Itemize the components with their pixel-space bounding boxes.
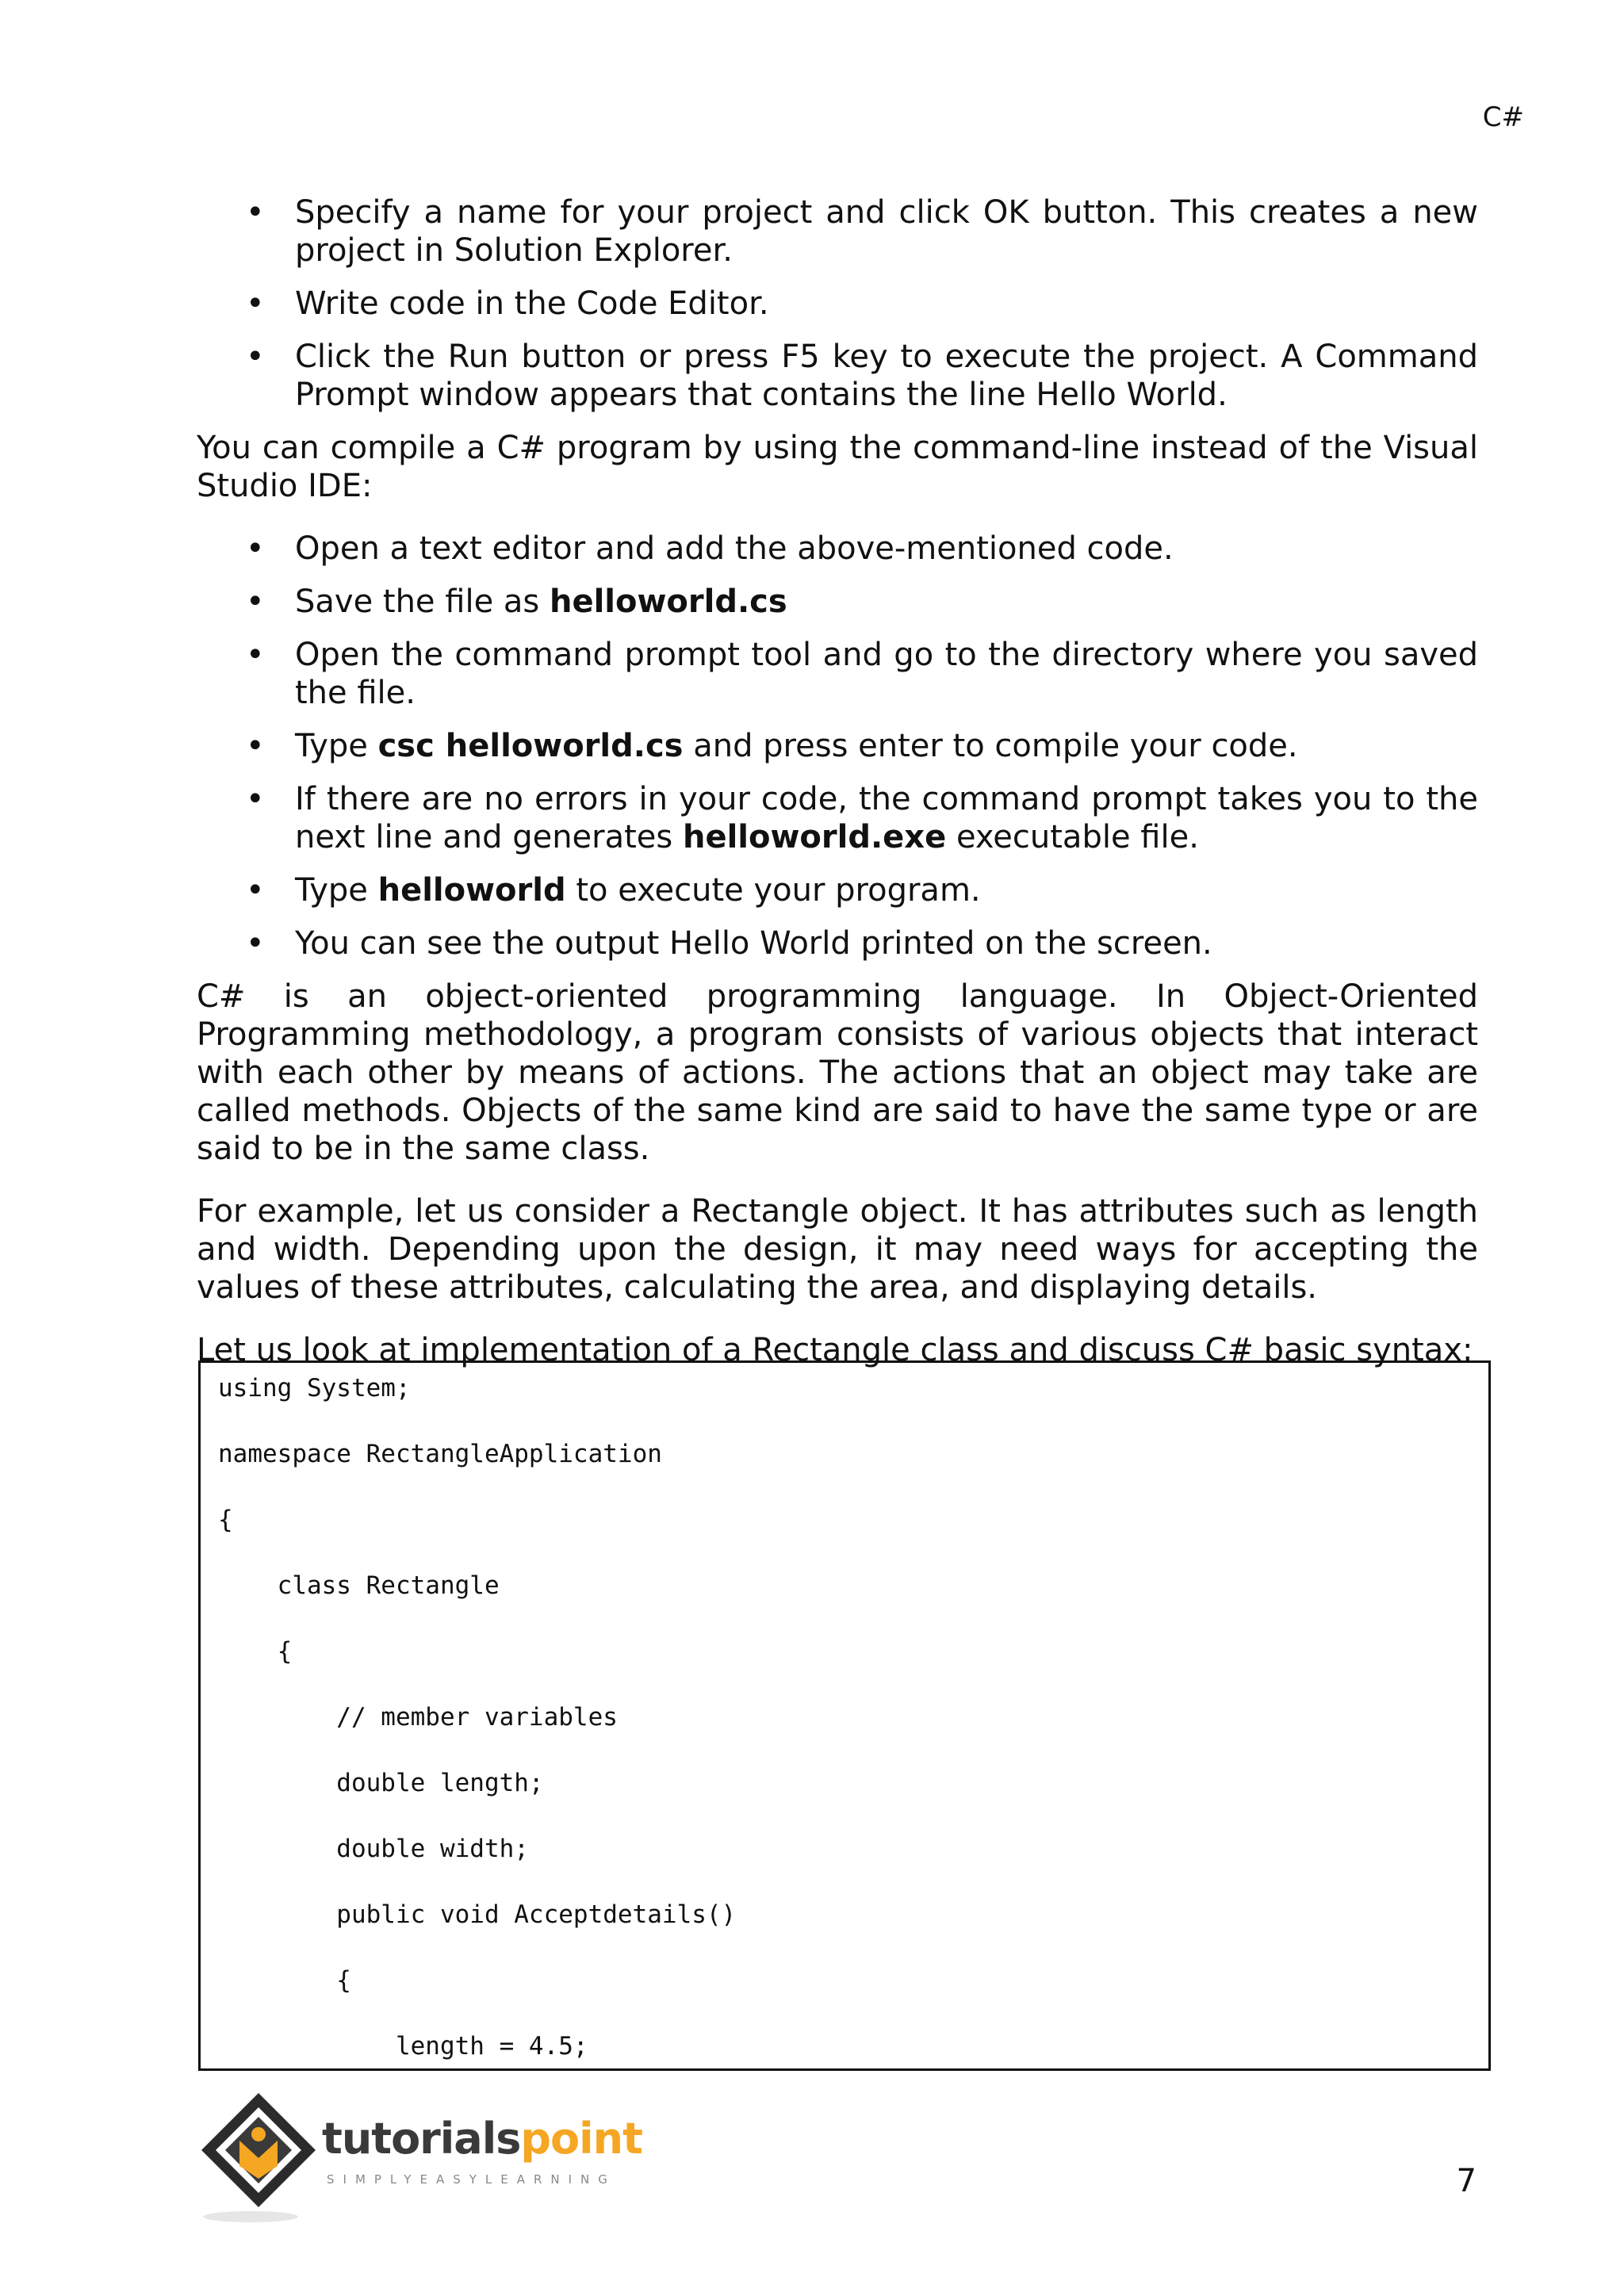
bullet-list-command-line-steps bbox=[197, 530, 1478, 962]
logo-wordmark bbox=[322, 2114, 642, 2164]
bullet-icon: • bbox=[246, 872, 265, 909]
list-item: • Save the file as helloworld.cs bbox=[246, 584, 787, 620]
bullet-icon: • bbox=[246, 285, 265, 322]
list-item: • Type csc helloworld.cs and press enter to compile your code. bbox=[246, 728, 1298, 764]
code-line: class Rectangle bbox=[218, 1571, 500, 1600]
bold-term: helloworld.cs bbox=[549, 584, 787, 620]
bold-term: csc helloworld.cs bbox=[377, 728, 684, 764]
paragraph-oop-intro: C# is an object-oriented programming language. In Object-Oriented Programming methodology, a program consists of various objects that interact with each other by means of actions. The actions that an object may take are called methods. Objects of the same kind are said to have the same type or are said to be in the same class. bbox=[197, 978, 1478, 1167]
list-item: • Click the Run button or press F5 key to execute the project. A Command Prompt window appears that contains the line Hello World. bbox=[246, 339, 1478, 413]
paragraph-implementation-intro: Let us look at implementation of a Rectangle class and discuss C# basic syntax: bbox=[197, 1332, 1473, 1368]
bold-term: helloworld bbox=[377, 872, 566, 909]
list-item: • Specify a name for your project and click OK button. This creates a new project in Solution Explorer. bbox=[246, 194, 1478, 269]
code-line: namespace RectangleApplication bbox=[218, 1440, 662, 1468]
bullet-icon: • bbox=[246, 728, 265, 764]
code-line: // member variables bbox=[218, 1703, 618, 1732]
code-line: public void Acceptdetails() bbox=[218, 1900, 737, 1929]
bullet-list-ide-steps bbox=[197, 193, 1478, 414]
logo-word-point: point bbox=[520, 2114, 642, 2164]
list-item: • Type helloworld to execute your program. bbox=[246, 872, 981, 909]
code-line: { bbox=[218, 1966, 351, 1995]
list-item: • If there are no errors in your code, the command prompt takes you to the next line and generates helloworld.exe executable file. bbox=[246, 781, 1478, 855]
bullet-icon: • bbox=[246, 781, 265, 817]
bullet-icon: • bbox=[246, 584, 265, 620]
page-content bbox=[197, 193, 1478, 1394]
bullet-icon: • bbox=[246, 339, 265, 375]
logo-tagline: SIMPLYEASYLEARNING bbox=[327, 2172, 616, 2187]
bullet-icon: • bbox=[246, 194, 265, 231]
bullet-icon: • bbox=[246, 530, 265, 567]
tutorialspoint-logo bbox=[195, 2090, 642, 2225]
code-line: { bbox=[218, 1637, 293, 1666]
code-line: double length; bbox=[218, 1769, 544, 1797]
code-line: double width; bbox=[218, 1835, 529, 1863]
bullet-icon: • bbox=[246, 925, 265, 962]
header-label: C# bbox=[1482, 101, 1524, 133]
bullet-icon: • bbox=[246, 637, 265, 673]
list-item: • Open the command prompt tool and go to the directory where you saved the file. bbox=[246, 637, 1478, 711]
paragraph-rectangle-example: For example, let us consider a Rectangle object. It has attributes such as length and width. Depending upon the design, it may need ways for accepting the values of these attributes, calculating the area, and displaying details. bbox=[197, 1193, 1478, 1306]
list-item: • Write code in the Code Editor. bbox=[246, 285, 769, 322]
code-line: { bbox=[218, 1506, 233, 1534]
list-item: • You can see the output Hello World printed on the screen. bbox=[246, 925, 1212, 962]
code-block bbox=[198, 1360, 1491, 2071]
logo-word-tutorials: tutorials bbox=[322, 2114, 521, 2164]
logo-icon bbox=[195, 2090, 322, 2225]
code-line: length = 4.5; bbox=[218, 2032, 588, 2061]
paragraph-command-line-intro: You can compile a C# program by using the command-line instead of the Visual Studio IDE: bbox=[197, 430, 1478, 504]
code-line: using System; bbox=[218, 1374, 411, 1402]
bold-term: helloworld.exe bbox=[682, 819, 947, 855]
list-item: • Open a text editor and add the above-mentioned code. bbox=[246, 530, 1174, 567]
page-number: 7 bbox=[1456, 2163, 1477, 2199]
